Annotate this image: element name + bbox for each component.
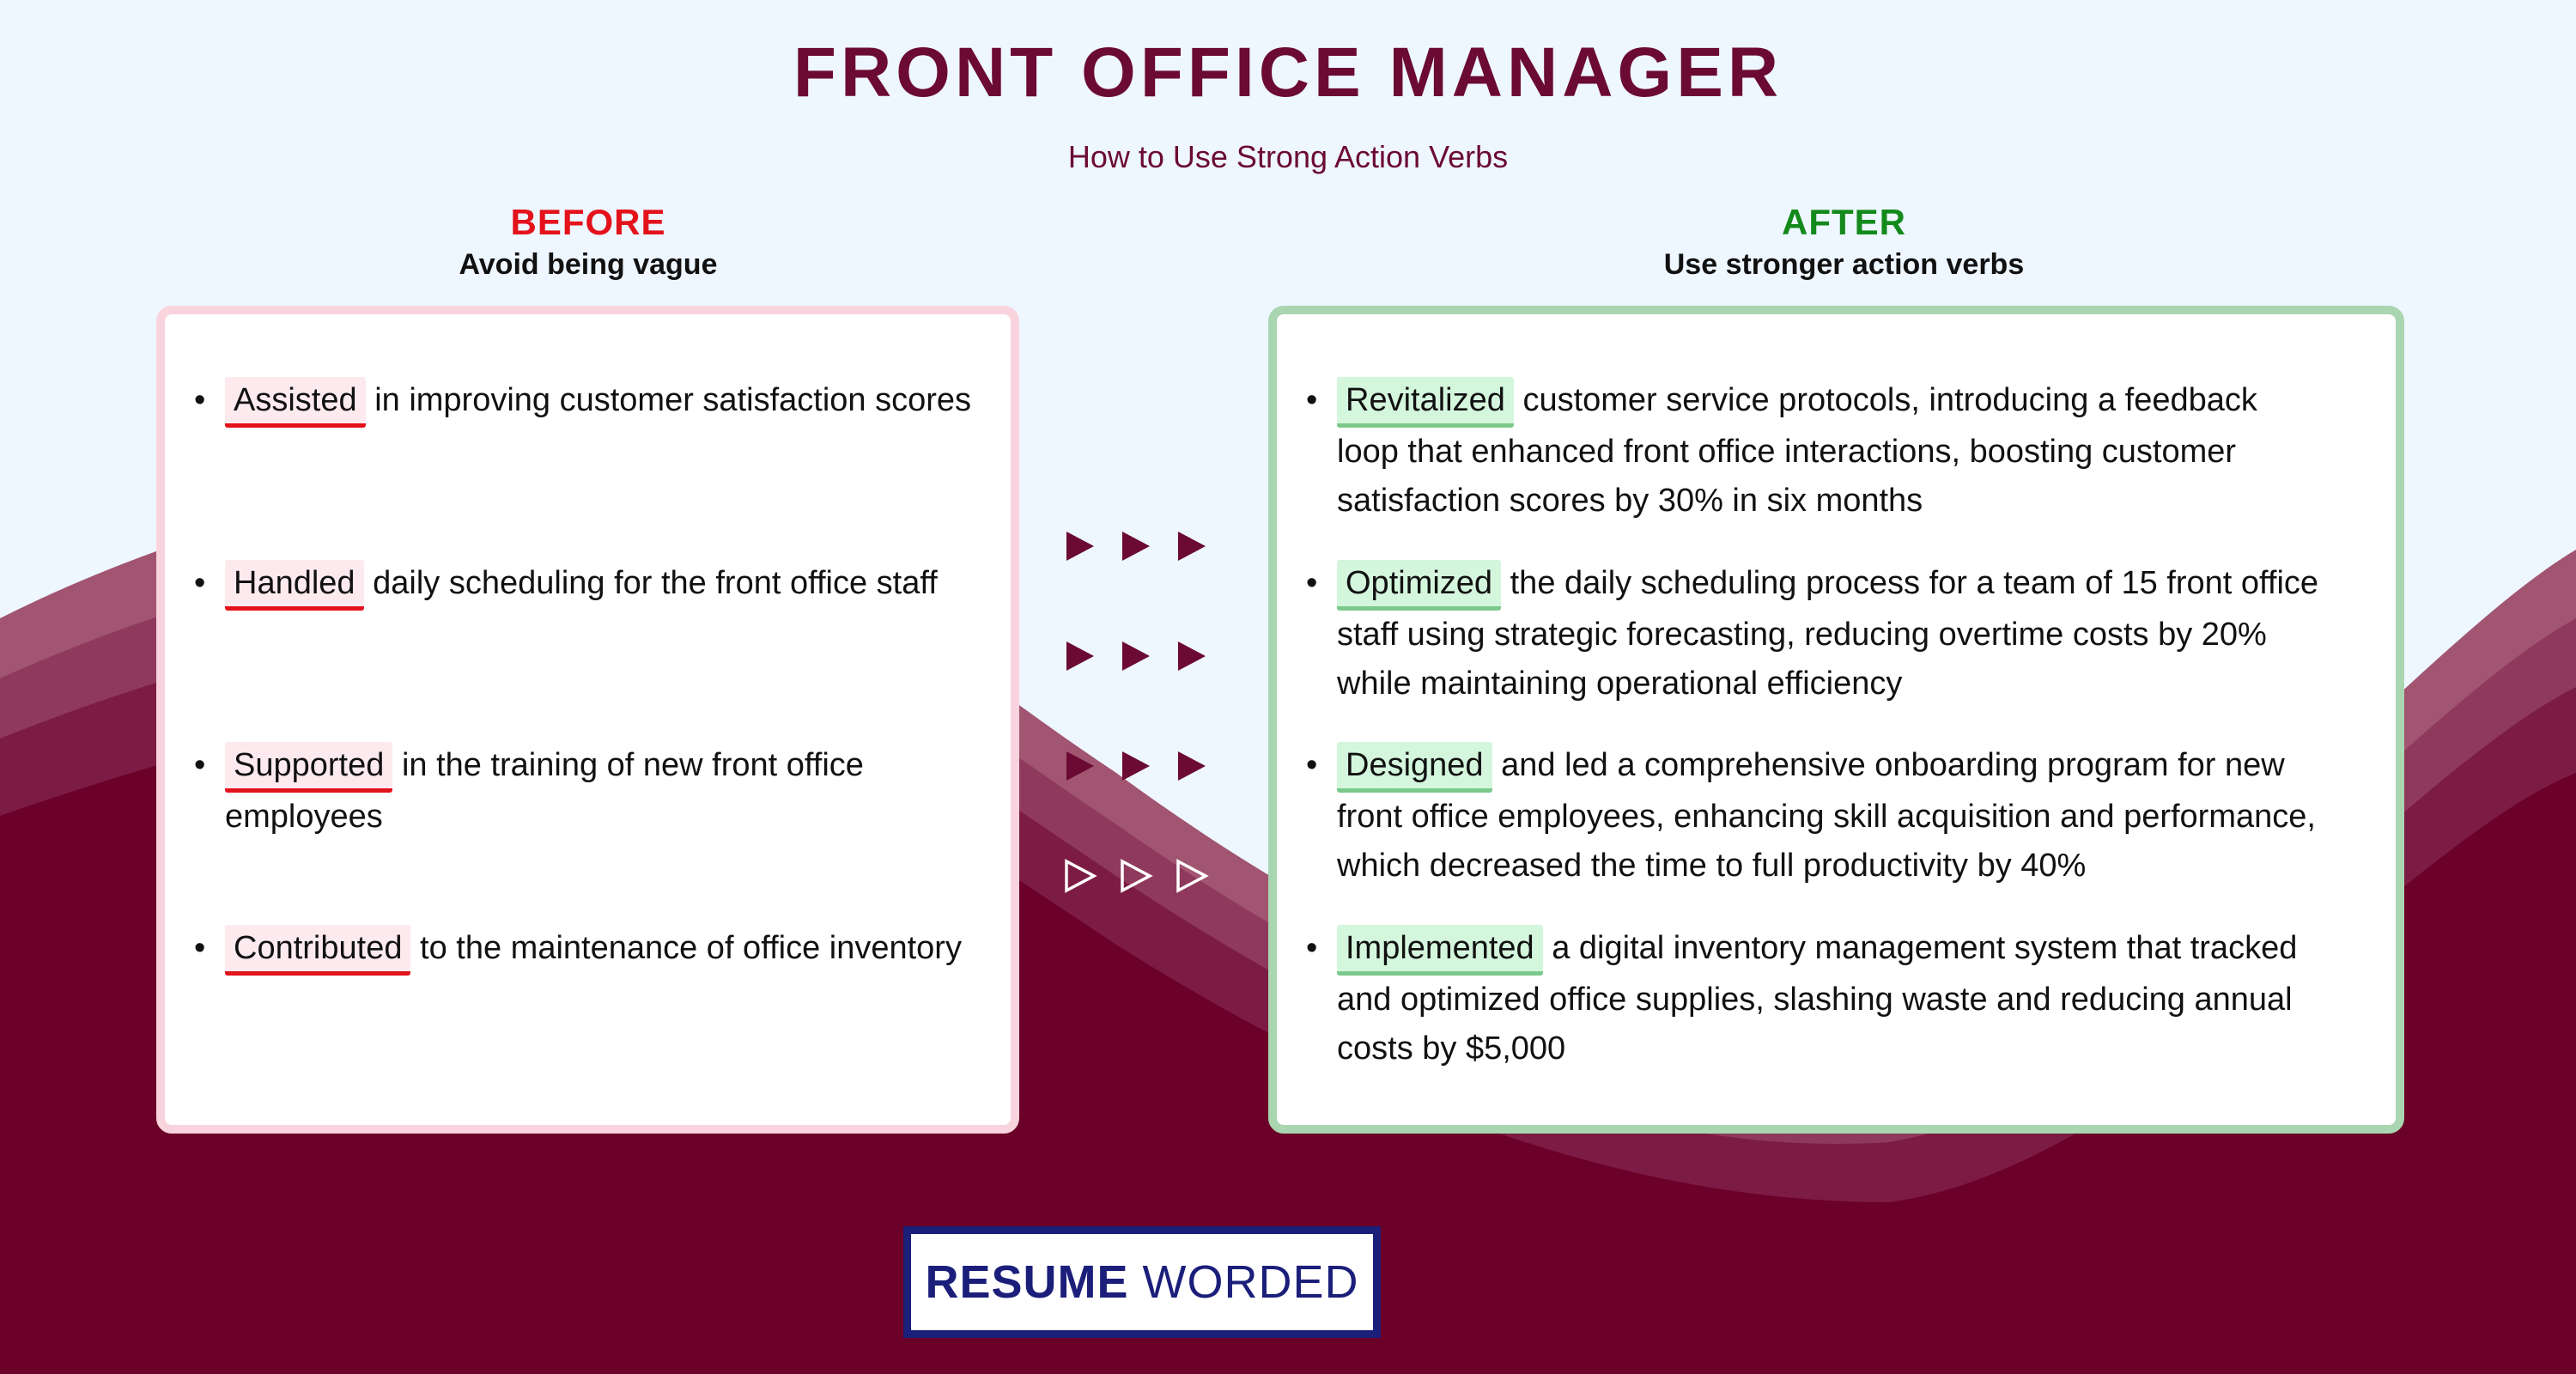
after-label: AFTER bbox=[1782, 202, 1906, 242]
item-text: loop that enhanced front office interactions, boosting customer bbox=[1337, 434, 2237, 470]
bullet-icon: • bbox=[1306, 747, 1318, 783]
before-heading bbox=[159, 199, 1018, 283]
play-triangle-icon bbox=[1063, 748, 1097, 784]
item-text: to the maintenance of office inventory bbox=[420, 930, 962, 966]
after-item bbox=[1306, 559, 2367, 708]
item-text: staff using strategic forecasting, reducing overtime costs by 20% bbox=[1337, 617, 2267, 653]
after-item bbox=[1306, 376, 2367, 526]
play-triangle-icon bbox=[1119, 638, 1153, 674]
item-text: and led a comprehensive onboarding program for new bbox=[1501, 747, 2285, 783]
bullet-icon: • bbox=[194, 747, 206, 783]
bullet-icon: • bbox=[194, 382, 206, 418]
before-item bbox=[194, 924, 998, 976]
weak-verb: Assisted bbox=[225, 377, 366, 428]
item-text: while maintaining operational efficiency bbox=[1337, 666, 1903, 702]
after-item bbox=[1306, 741, 2367, 891]
play-triangle-icon bbox=[1175, 638, 1209, 674]
item-text: the daily scheduling process for a team of 15 front office bbox=[1510, 565, 2319, 601]
before-sublabel: Avoid being vague bbox=[459, 248, 718, 281]
play-triangle-icon bbox=[1119, 748, 1153, 784]
strong-verb: Optimized bbox=[1337, 560, 1501, 611]
after-sublabel: Use stronger action verbs bbox=[1663, 248, 2025, 281]
play-triangle-icon bbox=[1175, 528, 1209, 564]
bullet-icon: • bbox=[1306, 565, 1318, 601]
play-triangle-icon bbox=[1063, 638, 1097, 674]
before-label: BEFORE bbox=[510, 202, 666, 242]
weak-verb: Handled bbox=[225, 560, 364, 611]
bullet-icon: • bbox=[194, 930, 206, 966]
page-subtitle: How to Use Strong Action Verbs bbox=[1067, 139, 1509, 174]
strong-verb: Implemented bbox=[1337, 925, 1543, 976]
logo-text-light: WORDED bbox=[1142, 1256, 1359, 1308]
item-text: which decreased the time to full productivity by 40% bbox=[1337, 848, 2087, 884]
item-text: and optimized office supplies, slashing waste and reducing annual bbox=[1337, 982, 2293, 1018]
bullet-icon: • bbox=[1306, 382, 1318, 418]
before-item bbox=[194, 741, 998, 842]
item-text: a digital inventory management system that tracked bbox=[1552, 930, 2298, 966]
logo-text-strong: RESUME bbox=[925, 1256, 1129, 1308]
play-triangle-outline-icon bbox=[1175, 858, 1209, 894]
bullet-icon: • bbox=[1306, 930, 1318, 966]
page-title: FRONT OFFICE MANAGER bbox=[793, 33, 1783, 112]
after-item bbox=[1306, 924, 2367, 1073]
play-triangle-outline-icon bbox=[1119, 858, 1153, 894]
arrow-row bbox=[1063, 855, 1209, 897]
play-triangle-icon bbox=[1175, 748, 1209, 784]
before-item bbox=[194, 376, 998, 428]
item-text: daily scheduling for the front office staff bbox=[373, 565, 938, 601]
strong-verb: Revitalized bbox=[1337, 377, 1514, 428]
weak-verb: Supported bbox=[225, 742, 392, 793]
after-heading bbox=[1271, 199, 2417, 283]
item-text: satisfaction scores by 30% in six months bbox=[1337, 483, 1923, 519]
before-item bbox=[194, 559, 998, 611]
item-text: costs by $5,000 bbox=[1337, 1030, 1566, 1067]
item-text: employees bbox=[225, 799, 383, 835]
play-triangle-icon bbox=[1063, 528, 1097, 564]
arrow-row bbox=[1063, 745, 1209, 787]
strong-verb: Designed bbox=[1337, 742, 1492, 793]
before-card bbox=[156, 306, 1019, 1134]
resume-worded-logo bbox=[903, 1226, 1381, 1338]
item-text: customer service protocols, introducing a feedback bbox=[1522, 382, 2257, 418]
logo-inner bbox=[911, 1234, 1373, 1330]
bullet-icon: • bbox=[194, 565, 206, 601]
play-triangle-outline-icon bbox=[1063, 858, 1097, 894]
item-text: front office employees, enhancing skill acquisition and performance, bbox=[1337, 799, 2316, 835]
weak-verb: Contributed bbox=[225, 925, 410, 976]
arrow-row bbox=[1063, 635, 1209, 677]
play-triangle-icon bbox=[1119, 528, 1153, 564]
item-text: in improving customer satisfaction scores bbox=[374, 382, 972, 418]
after-card bbox=[1268, 306, 2404, 1134]
item-text: in the training of new front office bbox=[401, 747, 864, 783]
arrow-row bbox=[1063, 526, 1209, 567]
